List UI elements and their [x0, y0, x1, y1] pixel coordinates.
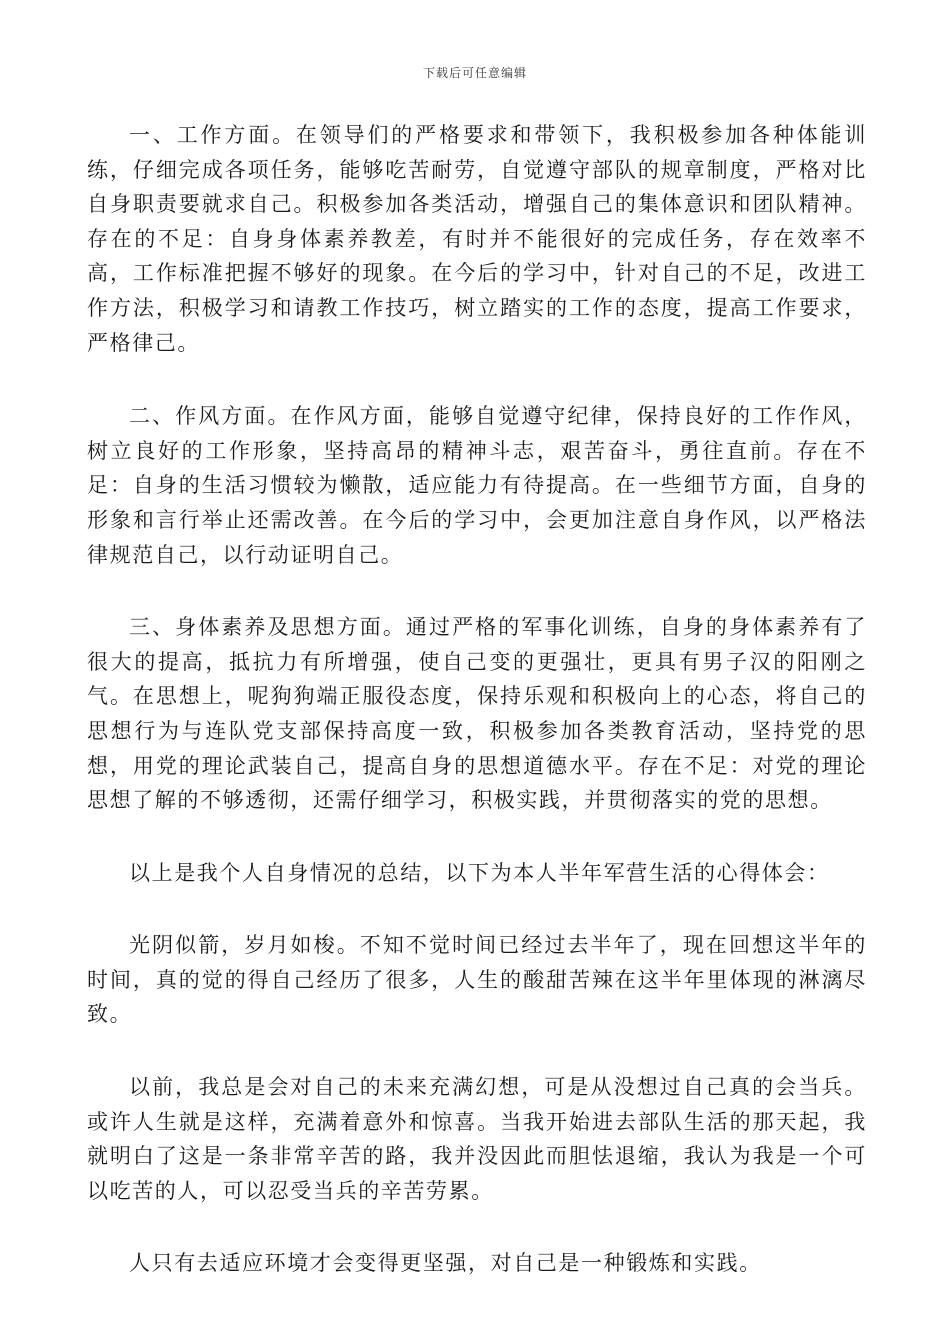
page-header: 下载后可任意编辑 [422, 66, 527, 80]
paragraph-time: 光阴似箭，岁月如梭。不知不觉时间已经过去半年了，现在回想这半年的时间，真的觉的得自己经历了很多，人生的酸甜苦辣在这半年里体现的淋漓尽致。 [87, 933, 867, 1027]
paragraph-style: 二、作风方面。在作风方面，能够自觉遵守纪律，保持良好的工作作风，树立良好的工作形象，坚持高昂的精神斗志，艰苦奋斗，勇往直前。存在不足：自身的生活习惯较为懒散，适应能力有待提高。在一些细节方面，自身的形象和言行举止还需改善。在今后的学习中，会更加注意自身作风，以严格法律规范自己，以行动证明自己。 [87, 404, 867, 567]
paragraph-adapt: 人只有去适应环境才会变得更坚强，对自己是一种锻炼和实践。 [129, 1251, 762, 1276]
paragraph-past: 以前，我总是会对自己的未来充满幻想，可是从没想过自己真的会当兵。或许人生就是这样，充满着意外和惊喜。当我开始进去部队生活的那天起，我就明白了这是一条非常辛苦的路，我并没因此而胆怯退缩，我认为我是一个可以吃苦的人，可以忍受当兵的辛苦劳累。 [87, 1075, 867, 1203]
paragraph-summary-intro: 以上是我个人自身情况的总结，以下为本人半年军营生活的心得体会： [129, 860, 830, 885]
paragraph-work: 一、工作方面。在领导们的严格要求和带领下，我积极参加各种体能训练，仔细完成各项任务，能够吃苦耐劳，自觉遵守部队的规章制度，严格对比自身职责要就求自己。积极参加各类活动，增强自己的集体意识和团队精神。存在的不足：自身身体素养教差，有时并不能很好的完成任务，存在效率不高，工作标准把握不够好的现象。在今后的学习中，针对自己的不足，改进工作方法，积极学习和请教工作技巧，树立踏实的工作的态度，提高工作要求，严格律己。 [87, 123, 867, 355]
document-body [87, 118, 867, 1281]
paragraph-fitness-thought: 三、身体素养及思想方面。通过严格的军事化训练，自身的身体素养有了很大的提高，抵抗力有所增强，使自己变的更强壮，更具有男子汉的阳刚之气。在思想上，呢狗狗端正服役态度，保持乐观和积极向上的心态，将自己的思想行为与连队党支部保持高度一致，积极参加各类教育活动，坚持党的思想，用党的理论武装自己，提高自身的思想道德水平。存在不足：对党的理论思想了解的不够透彻，还需仔细学习，积极实践，并贯彻落实的党的思想。 [87, 615, 867, 813]
